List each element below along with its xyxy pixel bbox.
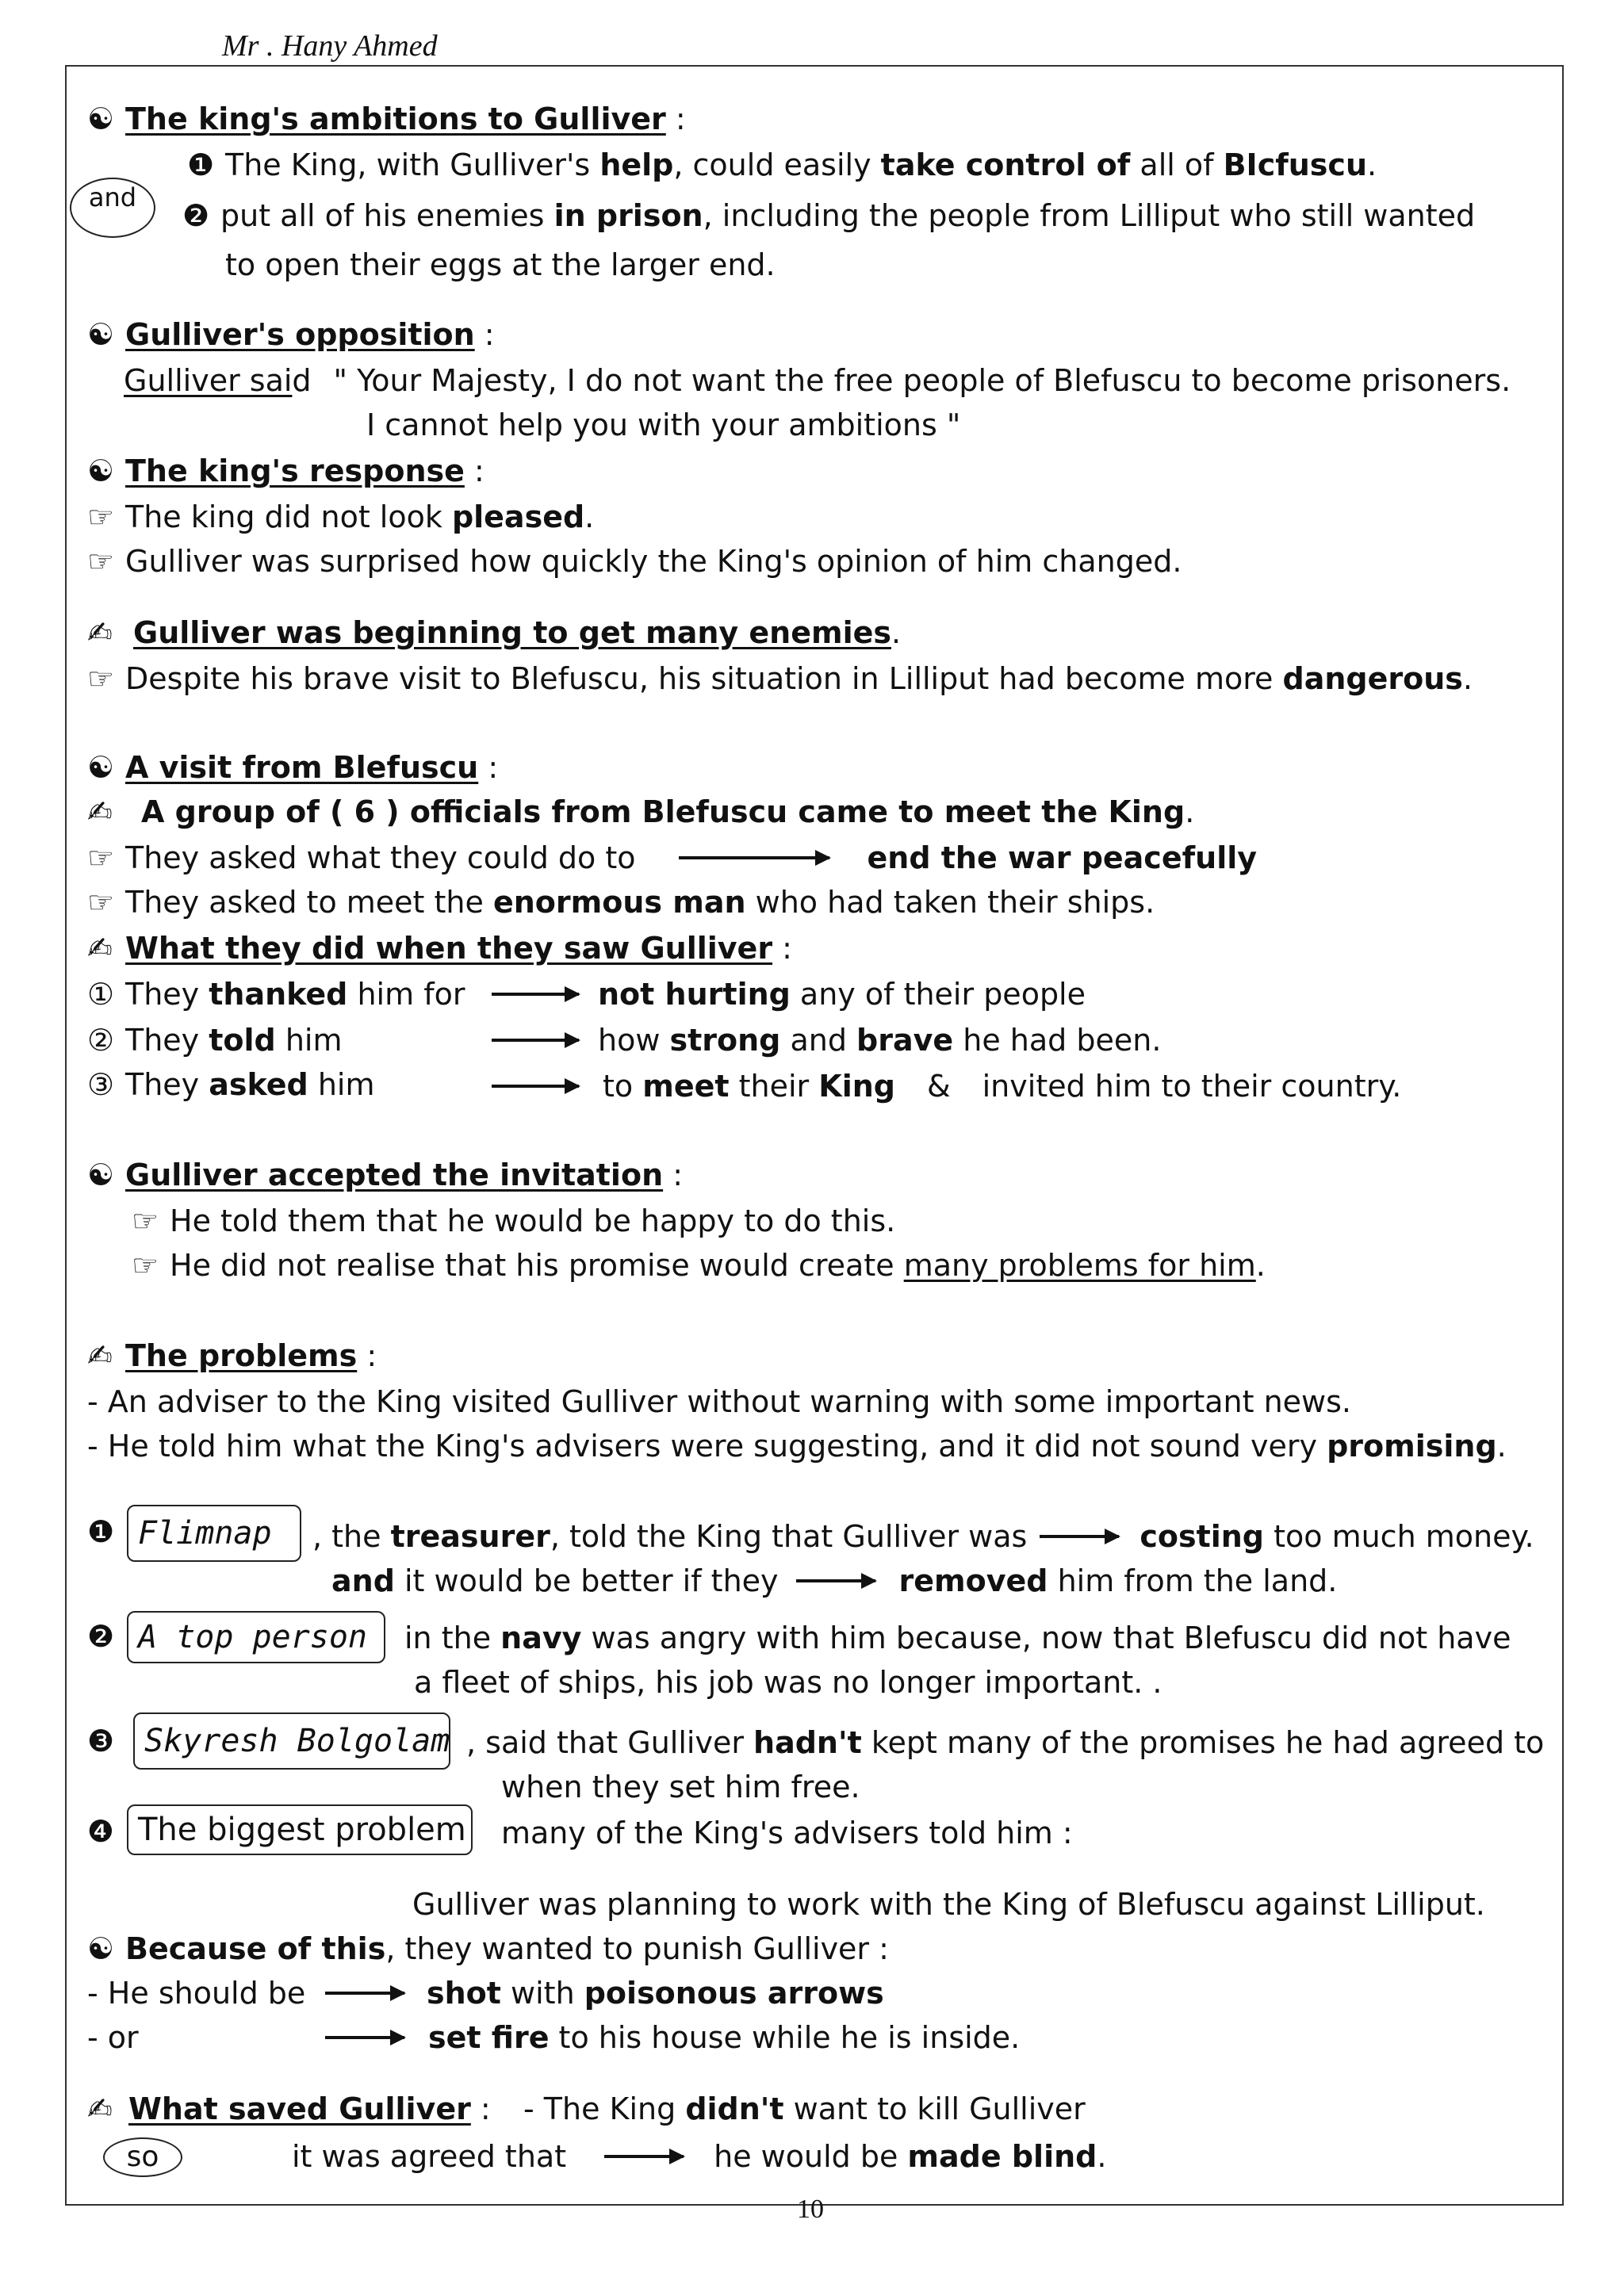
problem-2-line-2: a fleet of ships, his job was no longer important. . [414, 1665, 1162, 1700]
did-point-3-result: to meet their King & invited him to their country. [492, 1067, 1401, 1105]
because-heading: ☯ Because of this, they wanted to punish Gulliver : [87, 1931, 889, 1966]
because-title: Because of this [125, 1931, 386, 1966]
circled-one-icon: ① [87, 977, 115, 1012]
bullet-one-icon: ❶ [187, 147, 215, 182]
opposition-heading: ☯ Gulliver's opposition : [87, 317, 495, 352]
arrow-icon [492, 1085, 579, 1088]
enemies-title: Gulliver was beginning to get many enemies [133, 615, 892, 650]
visit-point-3: ☞ They asked to meet the enormous man who had taken their ships. [87, 885, 1155, 920]
ambitions-point-1: ❶ The King, with Gulliver's help, could easily take control of all of BIcfuscu. [187, 147, 1377, 182]
visit-point-2: ☞ They asked what they could do to end the war peacefully [87, 840, 1258, 875]
saved-heading: ✍ What saved Gulliver : [87, 2091, 491, 2126]
ambitions-point-2: ❷ put all of his enemies in prison, including the people from Lilliput who still wanted [182, 198, 1476, 233]
pointing-hand-icon: ☞ [87, 499, 115, 534]
yin-yang-icon: ☯ [87, 750, 115, 785]
skyresh-bolgolam-box: Skyresh Bolgolam [133, 1712, 450, 1770]
ambitions-heading: ☯ The king's ambitions to Gulliver : [87, 101, 686, 136]
accepted-point-2: ☞ He did not realise that his promise would create many problems for him. [132, 1248, 1266, 1283]
opposition-title: Gulliver's opposition [125, 317, 475, 352]
did-point-1-result: not hurting any of their people [492, 975, 1086, 1013]
because-point-2: - or set fire to his house while he is inside. [87, 2020, 1021, 2055]
problems-heading: ✍ The problems : [87, 1338, 377, 1373]
yin-yang-icon: ☯ [87, 101, 115, 136]
bullet-three-icon: ❸ [87, 1724, 115, 1758]
problem-3-line-2: when they set him free. [501, 1770, 860, 1804]
problem-1-line-1: , the treasurer, told the King that Gulliver was costing too much money. [312, 1519, 1534, 1554]
arrow-icon [325, 1992, 404, 1995]
did-point-3: ③ They asked him [87, 1067, 375, 1102]
pointing-hand-icon: ☞ [87, 544, 115, 579]
did-point-2-result: how strong and brave he had been. [492, 1021, 1161, 1059]
pointing-hand-icon: ☞ [132, 1248, 159, 1283]
did-heading: ✍ What they did when they saw Gulliver : [87, 931, 792, 966]
saved-title: What saved Gulliver [128, 2091, 471, 2126]
response-title: The king's response [125, 453, 465, 488]
did-point-1: ① They thanked him for [87, 977, 465, 1012]
problems-title: The problems [125, 1338, 358, 1373]
bullet-one-icon: ❶ [87, 1514, 115, 1549]
accepted-heading: ☯ Gulliver accepted the invitation : [87, 1158, 684, 1192]
response-point-2: ☞ Gulliver was surprised how quickly the King's opinion of him changed. [87, 544, 1182, 579]
arrow-icon [492, 993, 579, 996]
arrow-icon [325, 2036, 404, 2039]
so-oval: so [103, 2137, 182, 2177]
page-number: 10 [797, 2195, 824, 2224]
did-point-2: ② They told him [87, 1023, 343, 1058]
problems-line-1: - An adviser to the King visited Gulliver without warning with some important news. [87, 1384, 1351, 1419]
arrow-icon [796, 1579, 875, 1582]
writing-hand-icon: ✍ [87, 931, 113, 966]
yin-yang-icon: ☯ [87, 1931, 115, 1966]
because-point-1: - He should be shot with poisonous arrows [87, 1976, 884, 2011]
bullet-two-icon: ❷ [182, 198, 210, 233]
accepted-title: Gulliver accepted the invitation [125, 1158, 664, 1192]
did-title: What they did when they saw Gulliver [125, 931, 773, 966]
accepted-point-1: ☞ He told them that he would be happy to do this. [132, 1203, 896, 1238]
visit-title: A visit from Blefuscu [125, 750, 479, 785]
saved-point-1: - The King didn't want to kill Gulliver [523, 2091, 1086, 2126]
enemies-heading: ✍ Gulliver was beginning to get many enemies. [87, 615, 902, 650]
opposition-quote-cont: I cannot help you with your ambitions " [366, 408, 961, 442]
pointing-hand-icon: ☞ [87, 661, 115, 696]
response-point-1: ☞ The king did not look pleased. [87, 499, 595, 534]
arrow-icon [1040, 1535, 1119, 1538]
enemies-point-1: ☞ Despite his brave visit to Blefuscu, his situation in Lilliput had become more dangerous. [87, 661, 1473, 696]
arrow-icon [679, 856, 829, 859]
saved-point-2: it was agreed that he would be made blind. [292, 2139, 1107, 2174]
visit-heading: ☯ A visit from Blefuscu : [87, 750, 499, 785]
response-heading: ☯ The king's response : [87, 453, 485, 488]
ambitions-title: The king's ambitions to Gulliver [125, 101, 666, 136]
writing-hand-icon: ✍ [87, 1338, 113, 1373]
problem-2-line-1: in the navy was angry with him because, now that Blefuscu did not have [404, 1621, 1511, 1655]
arrow-icon [604, 2155, 684, 2158]
pointing-hand-icon: ☞ [132, 1203, 159, 1238]
writing-hand-icon: ✍ [87, 615, 113, 650]
pointing-hand-icon: ☞ [87, 840, 115, 875]
biggest-problem-box: The biggest problem [127, 1804, 473, 1855]
ambitions-point-2-cont: to open their eggs at the larger end. [225, 247, 776, 282]
problem-1-line-2: and it would be better if they removed him from the land. [331, 1563, 1338, 1598]
opposition-quote: Gulliver said " Your Majesty, I do not want the free people of Blefuscu to become prisoners. [124, 363, 1511, 398]
and-oval: and [70, 178, 155, 238]
yin-yang-icon: ☯ [87, 453, 115, 488]
problem-4-line-2: Gulliver was planning to work with the King of Blefuscu against Lilliput. [412, 1887, 1485, 1922]
author-header: Mr . Hany Ahmed [222, 29, 438, 63]
top-person-box: A top person [127, 1611, 385, 1663]
bullet-two-icon: ❷ [87, 1619, 115, 1654]
problems-line-2: - He told him what the King's advisers were suggesting, and it did not sound very promising. [87, 1429, 1507, 1464]
pointing-hand-icon: ☞ [87, 885, 115, 920]
writing-hand-icon: ✍ [87, 2091, 113, 2126]
problem-4-line-1: many of the King's advisers told him : [501, 1816, 1073, 1850]
problem-3-line-1: , said that Gulliver hadn't kept many of the promises he had agreed to [466, 1725, 1545, 1760]
writing-hand-icon: ✍ [87, 794, 113, 829]
visit-point-1: ✍ A group of ( 6 ) officials from Blefuscu came to meet the King. [87, 794, 1195, 829]
yin-yang-icon: ☯ [87, 1158, 115, 1192]
circled-two-icon: ② [87, 1023, 115, 1058]
circled-three-icon: ③ [87, 1067, 115, 1102]
flimnap-box: Flimnap [127, 1505, 301, 1562]
bullet-four-icon: ❹ [87, 1814, 115, 1849]
yin-yang-icon: ☯ [87, 317, 115, 352]
arrow-icon [492, 1039, 579, 1042]
